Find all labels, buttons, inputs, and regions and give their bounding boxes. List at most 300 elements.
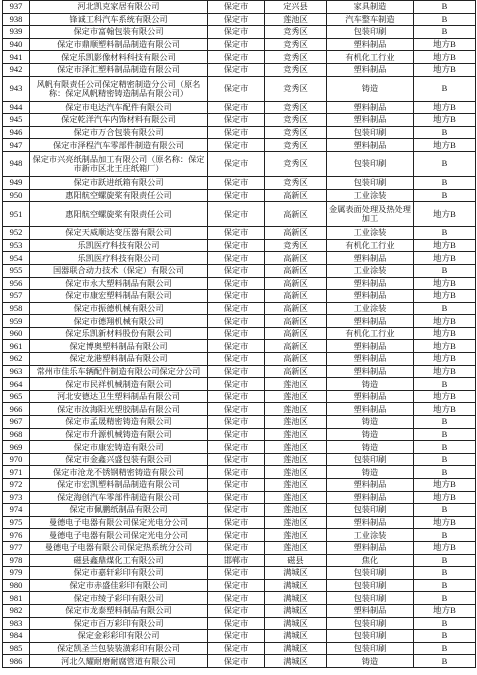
industry-name: 工业涂装 <box>327 529 414 542</box>
table-row <box>3 290 476 303</box>
row-number: 945 <box>3 114 30 127</box>
row-number: 983 <box>3 617 30 630</box>
company-name: 保定市鼎顺塑料制品制造有限公司 <box>30 38 208 51</box>
city-name: 保定市 <box>208 441 265 454</box>
table-row <box>3 416 476 429</box>
performance-level: B <box>414 302 476 315</box>
city-name: 保定市 <box>208 139 265 152</box>
table-row <box>3 126 476 139</box>
table-row <box>3 592 476 605</box>
table-row <box>3 453 476 466</box>
performance-level: B <box>414 26 476 39</box>
table-body <box>3 1 476 668</box>
table-row <box>3 151 476 176</box>
city-name: 保定市 <box>208 655 265 668</box>
row-number: 940 <box>3 38 30 51</box>
company-name: 常州市佳乐车辆配件制造有限公司保定分公司 <box>30 365 208 378</box>
county-name: 竞秀区 <box>265 151 327 176</box>
performance-level: B <box>414 642 476 655</box>
county-name: 定兴县 <box>265 1 327 14</box>
county-name: 竞秀区 <box>265 26 327 39</box>
county-name: 莲池区 <box>265 504 327 517</box>
table-row <box>3 567 476 580</box>
county-name: 莲池区 <box>265 479 327 492</box>
county-name: 满城区 <box>265 655 327 668</box>
performance-level: B <box>414 554 476 567</box>
city-name: 保定市 <box>208 51 265 64</box>
row-number: 955 <box>3 264 30 277</box>
company-name: 保定乐凯影像材料科技有限公司 <box>30 51 208 64</box>
row-number: 961 <box>3 340 30 353</box>
performance-level: 地方B <box>414 277 476 290</box>
performance-level: B <box>414 529 476 542</box>
company-name: 保定市跃进纸箱有限公司 <box>30 176 208 189</box>
row-number: 967 <box>3 416 30 429</box>
industry-name: 包装印刷 <box>327 642 414 655</box>
county-name: 竞秀区 <box>265 176 327 189</box>
industry-name: 塑料制品 <box>327 541 414 554</box>
performance-level: 地方B <box>414 63 476 76</box>
table-row <box>3 13 476 26</box>
city-name: 保定市 <box>208 592 265 605</box>
county-name: 莲池区 <box>265 453 327 466</box>
row-number: 937 <box>3 1 30 14</box>
row-number: 954 <box>3 252 30 265</box>
county-name: 高新区 <box>265 353 327 366</box>
company-name: 河北凯克家居有限公司 <box>30 1 208 14</box>
table-row <box>3 340 476 353</box>
row-number: 941 <box>3 51 30 64</box>
company-name: 保定市兴亮纸制品加工有限公司（原名称：保定市新市区北王庄纸箱厂） <box>30 151 208 176</box>
industry-name: 铸造 <box>327 428 414 441</box>
city-name: 保定市 <box>208 26 265 39</box>
city-name: 保定市 <box>208 340 265 353</box>
row-number: 965 <box>3 390 30 403</box>
industry-name: 工业涂装 <box>327 189 414 202</box>
county-name: 高新区 <box>265 340 327 353</box>
company-name: 保定市泽程汽车零部件制造有限公司 <box>30 139 208 152</box>
table-row <box>3 365 476 378</box>
performance-level: 地方B <box>414 353 476 366</box>
table-row <box>3 655 476 668</box>
table-row <box>3 302 476 315</box>
company-name: 保定海创汽车零部件制造有限公司 <box>30 491 208 504</box>
city-name: 邯郸市 <box>208 554 265 567</box>
table-row <box>3 642 476 655</box>
city-name: 保定市 <box>208 252 265 265</box>
city-name: 保定市 <box>208 390 265 403</box>
table-row <box>3 315 476 328</box>
table-row <box>3 617 476 630</box>
city-name: 保定市 <box>208 466 265 479</box>
table-row <box>3 1 476 14</box>
performance-level: B <box>414 466 476 479</box>
industry-name: 塑料制品 <box>327 516 414 529</box>
city-name: 保定市 <box>208 327 265 340</box>
city-name: 保定市 <box>208 491 265 504</box>
industry-name: 包装印刷 <box>327 592 414 605</box>
performance-level: 地方B <box>414 604 476 617</box>
table-row <box>3 51 476 64</box>
county-name: 高新区 <box>265 277 327 290</box>
company-name: 保定市泽汇塑料制品制造有限公司 <box>30 63 208 76</box>
city-name: 保定市 <box>208 63 265 76</box>
row-number: 974 <box>3 504 30 517</box>
city-name: 保定市 <box>208 239 265 252</box>
company-name: 保定市金鑫兴盛包装有限公司 <box>30 453 208 466</box>
company-name: 保定市百万彩印有限公司 <box>30 617 208 630</box>
county-name: 高新区 <box>265 315 327 328</box>
table-row <box>3 630 476 643</box>
row-number: 951 <box>3 202 30 227</box>
county-name: 高新区 <box>265 189 327 202</box>
industry-name: 塑料制品 <box>327 277 414 290</box>
table-row <box>3 390 476 403</box>
row-number: 972 <box>3 479 30 492</box>
performance-level: 地方B <box>414 139 476 152</box>
row-number: 957 <box>3 290 30 303</box>
table-row <box>3 76 476 101</box>
city-name: 保定市 <box>208 428 265 441</box>
company-name: 保定天威顺达变压器有限公司 <box>30 227 208 240</box>
industry-name: 塑料制品 <box>327 38 414 51</box>
row-number: 970 <box>3 453 30 466</box>
table-row <box>3 529 476 542</box>
county-name: 莲池区 <box>265 441 327 454</box>
city-name: 保定市 <box>208 353 265 366</box>
performance-level: B <box>414 655 476 668</box>
city-name: 保定市 <box>208 189 265 202</box>
table-row <box>3 491 476 504</box>
performance-level: B <box>414 453 476 466</box>
performance-level: 地方B <box>414 541 476 554</box>
city-name: 保定市 <box>208 604 265 617</box>
industry-name: 工业涂装 <box>327 302 414 315</box>
performance-level: 地方B <box>414 252 476 265</box>
industry-name: 包装印刷 <box>327 617 414 630</box>
city-name: 保定市 <box>208 76 265 101</box>
city-name: 保定市 <box>208 403 265 416</box>
county-name: 竞秀区 <box>265 63 327 76</box>
row-number: 975 <box>3 516 30 529</box>
county-name: 高新区 <box>265 290 327 303</box>
company-name: 保定市绫子彩印有限公司 <box>30 592 208 605</box>
company-name: 保定龙港塑料制品有限公司 <box>30 353 208 366</box>
row-number: 950 <box>3 189 30 202</box>
industry-name: 家具制造 <box>327 1 414 14</box>
county-name: 莲池区 <box>265 516 327 529</box>
performance-level: B <box>414 264 476 277</box>
city-name: 保定市 <box>208 151 265 176</box>
row-number: 984 <box>3 630 30 643</box>
table-row <box>3 579 476 592</box>
row-number: 964 <box>3 378 30 391</box>
table-row <box>3 441 476 454</box>
industry-name: 金属表面处理及热处理加工 <box>327 202 414 227</box>
industry-name: 塑料制品 <box>327 290 414 303</box>
row-number: 973 <box>3 491 30 504</box>
industry-name: 包装印刷 <box>327 579 414 592</box>
company-name: 保定乐凯新材料股份有限公司 <box>30 327 208 340</box>
company-name: 保定市沧龙不锈钢精密铸造有限公司 <box>30 466 208 479</box>
county-name: 满城区 <box>265 592 327 605</box>
city-name: 保定市 <box>208 114 265 127</box>
county-name: 高新区 <box>265 264 327 277</box>
industry-name: 铸造 <box>327 416 414 429</box>
county-name: 莲池区 <box>265 378 327 391</box>
industry-name: 塑料制品 <box>327 479 414 492</box>
table-row <box>3 227 476 240</box>
performance-level: 地方B <box>414 516 476 529</box>
industry-name: 塑料制品 <box>327 315 414 328</box>
company-name: 保定市康宏铸造有限公司 <box>30 441 208 454</box>
performance-level: 地方B <box>414 327 476 340</box>
city-name: 保定市 <box>208 504 265 517</box>
county-name: 莲池区 <box>265 428 327 441</box>
city-name: 保定市 <box>208 101 265 114</box>
table-row <box>3 516 476 529</box>
row-number: 946 <box>3 126 30 139</box>
city-name: 保定市 <box>208 365 265 378</box>
table-row <box>3 353 476 366</box>
city-name: 保定市 <box>208 1 265 14</box>
company-name: 保定市德翔机械有限公司 <box>30 315 208 328</box>
county-name: 莲池区 <box>265 466 327 479</box>
performance-level: B <box>414 428 476 441</box>
county-name: 满城区 <box>265 617 327 630</box>
city-name: 保定市 <box>208 302 265 315</box>
company-name: 保定市嘉轩彩印有限公司 <box>30 567 208 580</box>
company-name: 保定市康宏塑料制品有限公司 <box>30 290 208 303</box>
county-name: 莲池区 <box>265 390 327 403</box>
industry-name: 有机化工行业 <box>327 239 414 252</box>
performance-level: B <box>414 189 476 202</box>
row-number: 956 <box>3 277 30 290</box>
row-number: 982 <box>3 604 30 617</box>
performance-level: B <box>414 151 476 176</box>
city-name: 保定市 <box>208 38 265 51</box>
performance-level: B <box>414 567 476 580</box>
county-name: 莲池区 <box>265 491 327 504</box>
city-name: 保定市 <box>208 453 265 466</box>
row-number: 960 <box>3 327 30 340</box>
performance-level: 地方B <box>414 101 476 114</box>
city-name: 保定市 <box>208 617 265 630</box>
row-number: 959 <box>3 315 30 328</box>
city-name: 保定市 <box>208 579 265 592</box>
table-row <box>3 139 476 152</box>
county-name: 竞秀区 <box>265 51 327 64</box>
row-number: 943 <box>3 76 30 101</box>
county-name: 竞秀区 <box>265 139 327 152</box>
table-row <box>3 466 476 479</box>
industry-name: 包装印刷 <box>327 126 414 139</box>
city-name: 保定市 <box>208 126 265 139</box>
document-page <box>2 0 475 668</box>
industry-name: 有机化工行业 <box>327 51 414 64</box>
industry-name: 包装印刷 <box>327 453 414 466</box>
industry-name: 铸造 <box>327 441 414 454</box>
table-row <box>3 63 476 76</box>
city-name: 保定市 <box>208 202 265 227</box>
performance-level: 地方B <box>414 365 476 378</box>
industry-name: 包装印刷 <box>327 567 414 580</box>
performance-level: B <box>414 579 476 592</box>
table-row <box>3 554 476 567</box>
performance-level: 地方B <box>414 51 476 64</box>
row-number: 958 <box>3 302 30 315</box>
company-name: 曼德电子电器有限公司保定光电分公司 <box>30 516 208 529</box>
company-name: 保定市孟晟精密铸造有限公司 <box>30 416 208 429</box>
performance-level: B <box>414 76 476 101</box>
table-row <box>3 604 476 617</box>
company-name: 保定博奥塑料制品有限公司 <box>30 340 208 353</box>
company-name: 保定市富翰包装有限公司 <box>30 26 208 39</box>
county-name: 高新区 <box>265 302 327 315</box>
industry-name: 塑料制品 <box>327 365 414 378</box>
county-name: 磁县 <box>265 554 327 567</box>
industry-name: 焦化 <box>327 554 414 567</box>
county-name: 莲池区 <box>265 403 327 416</box>
performance-level: B <box>414 126 476 139</box>
county-name: 高新区 <box>265 365 327 378</box>
city-name: 保定市 <box>208 264 265 277</box>
company-name: 保定市汝海阳光塑胶制品有限公司 <box>30 403 208 416</box>
performance-level: B <box>414 504 476 517</box>
table-row <box>3 378 476 391</box>
city-name: 保定市 <box>208 529 265 542</box>
county-name: 竞秀区 <box>265 239 327 252</box>
county-name: 满城区 <box>265 642 327 655</box>
industry-name: 包装印刷 <box>327 630 414 643</box>
industry-name: 塑料制品 <box>327 101 414 114</box>
performance-level: 地方B <box>414 38 476 51</box>
industry-name: 汽车整车制造 <box>327 13 414 26</box>
row-number: 966 <box>3 403 30 416</box>
performance-level: B <box>414 441 476 454</box>
performance-level: 地方B <box>414 290 476 303</box>
company-name: 河北安德达卫生塑料制品有限公司 <box>30 390 208 403</box>
row-number: 947 <box>3 139 30 152</box>
row-number: 986 <box>3 655 30 668</box>
table-row <box>3 239 476 252</box>
table-row <box>3 26 476 39</box>
industry-name: 铸造 <box>327 378 414 391</box>
row-number: 977 <box>3 541 30 554</box>
county-name: 竞秀区 <box>265 126 327 139</box>
table-row <box>3 176 476 189</box>
performance-level: 地方B <box>414 315 476 328</box>
city-name: 保定市 <box>208 516 265 529</box>
row-number: 969 <box>3 441 30 454</box>
table-row <box>3 189 476 202</box>
city-name: 保定市 <box>208 416 265 429</box>
company-name: 曼德电子电器有限公司保定热系统分公司 <box>30 541 208 554</box>
city-name: 保定市 <box>208 277 265 290</box>
table-row <box>3 428 476 441</box>
row-number: 944 <box>3 101 30 114</box>
county-name: 高新区 <box>265 252 327 265</box>
county-name: 满城区 <box>265 567 327 580</box>
city-name: 保定市 <box>208 13 265 26</box>
performance-level: B <box>414 630 476 643</box>
row-number: 962 <box>3 353 30 366</box>
performance-level: 地方B <box>414 491 476 504</box>
company-name: 保定市永大塑料制品有限公司 <box>30 277 208 290</box>
table-row <box>3 479 476 492</box>
row-number: 953 <box>3 239 30 252</box>
industry-name: 工业涂装 <box>327 264 414 277</box>
table-row <box>3 252 476 265</box>
performance-level: 地方B <box>414 202 476 227</box>
performance-level: 地方B <box>414 239 476 252</box>
industry-name: 铸造 <box>327 466 414 479</box>
county-name: 高新区 <box>265 227 327 240</box>
company-name: 保定市电达汽车配件有限公司 <box>30 101 208 114</box>
industry-name: 塑料制品 <box>327 604 414 617</box>
row-number: 979 <box>3 567 30 580</box>
company-name: 曼德电子电器有限公司保定光电分公司 <box>30 529 208 542</box>
company-name: 乐凯医疗科技有限公司 <box>30 239 208 252</box>
industry-name: 包装印刷 <box>327 151 414 176</box>
company-name: 惠阳航空螺旋桨有限责任公司 <box>30 189 208 202</box>
row-number: 985 <box>3 642 30 655</box>
industry-name: 塑料制品 <box>327 491 414 504</box>
city-name: 保定市 <box>208 227 265 240</box>
county-name: 高新区 <box>265 327 327 340</box>
industry-name: 塑料制品 <box>327 252 414 265</box>
industry-name: 包装印刷 <box>327 176 414 189</box>
row-number: 981 <box>3 592 30 605</box>
row-number: 949 <box>3 176 30 189</box>
county-name: 竞秀区 <box>265 101 327 114</box>
city-name: 保定市 <box>208 176 265 189</box>
row-number: 976 <box>3 529 30 542</box>
company-name: 河北久耀耐磨耐腐管道有限公司 <box>30 655 208 668</box>
city-name: 保定市 <box>208 378 265 391</box>
performance-level: 地方B <box>414 390 476 403</box>
company-name: 保定市宏凯塑料制品制造有限公司 <box>30 479 208 492</box>
table-row <box>3 403 476 416</box>
company-name: 保定市龙泰塑料制品有限公司 <box>30 604 208 617</box>
table-row <box>3 541 476 554</box>
company-name: 保定市万合包装有限公司 <box>30 126 208 139</box>
city-name: 保定市 <box>208 567 265 580</box>
row-number: 971 <box>3 466 30 479</box>
row-number: 980 <box>3 579 30 592</box>
performance-level: B <box>414 227 476 240</box>
county-name: 莲池区 <box>265 416 327 429</box>
company-name: 磁县鑫鼎煤化工有限公司 <box>30 554 208 567</box>
table-row <box>3 202 476 227</box>
city-name: 保定市 <box>208 541 265 554</box>
county-name: 莲池区 <box>265 529 327 542</box>
row-number: 942 <box>3 63 30 76</box>
company-name: 惠阳航空螺旋桨有限责任公司 <box>30 202 208 227</box>
performance-level: B <box>414 13 476 26</box>
city-name: 保定市 <box>208 315 265 328</box>
table-row <box>3 114 476 127</box>
county-name: 满城区 <box>265 579 327 592</box>
city-name: 保定市 <box>208 290 265 303</box>
row-number: 948 <box>3 151 30 176</box>
company-name: 保定市赤盛佳彩印有限公司 <box>30 579 208 592</box>
county-name: 莲池区 <box>265 541 327 554</box>
table-row <box>3 504 476 517</box>
company-name: 保定乾洋汽车内饰材料有限公司 <box>30 114 208 127</box>
company-name: 国器联合动力技术（保定）有限公司 <box>30 264 208 277</box>
county-name: 竞秀区 <box>265 114 327 127</box>
